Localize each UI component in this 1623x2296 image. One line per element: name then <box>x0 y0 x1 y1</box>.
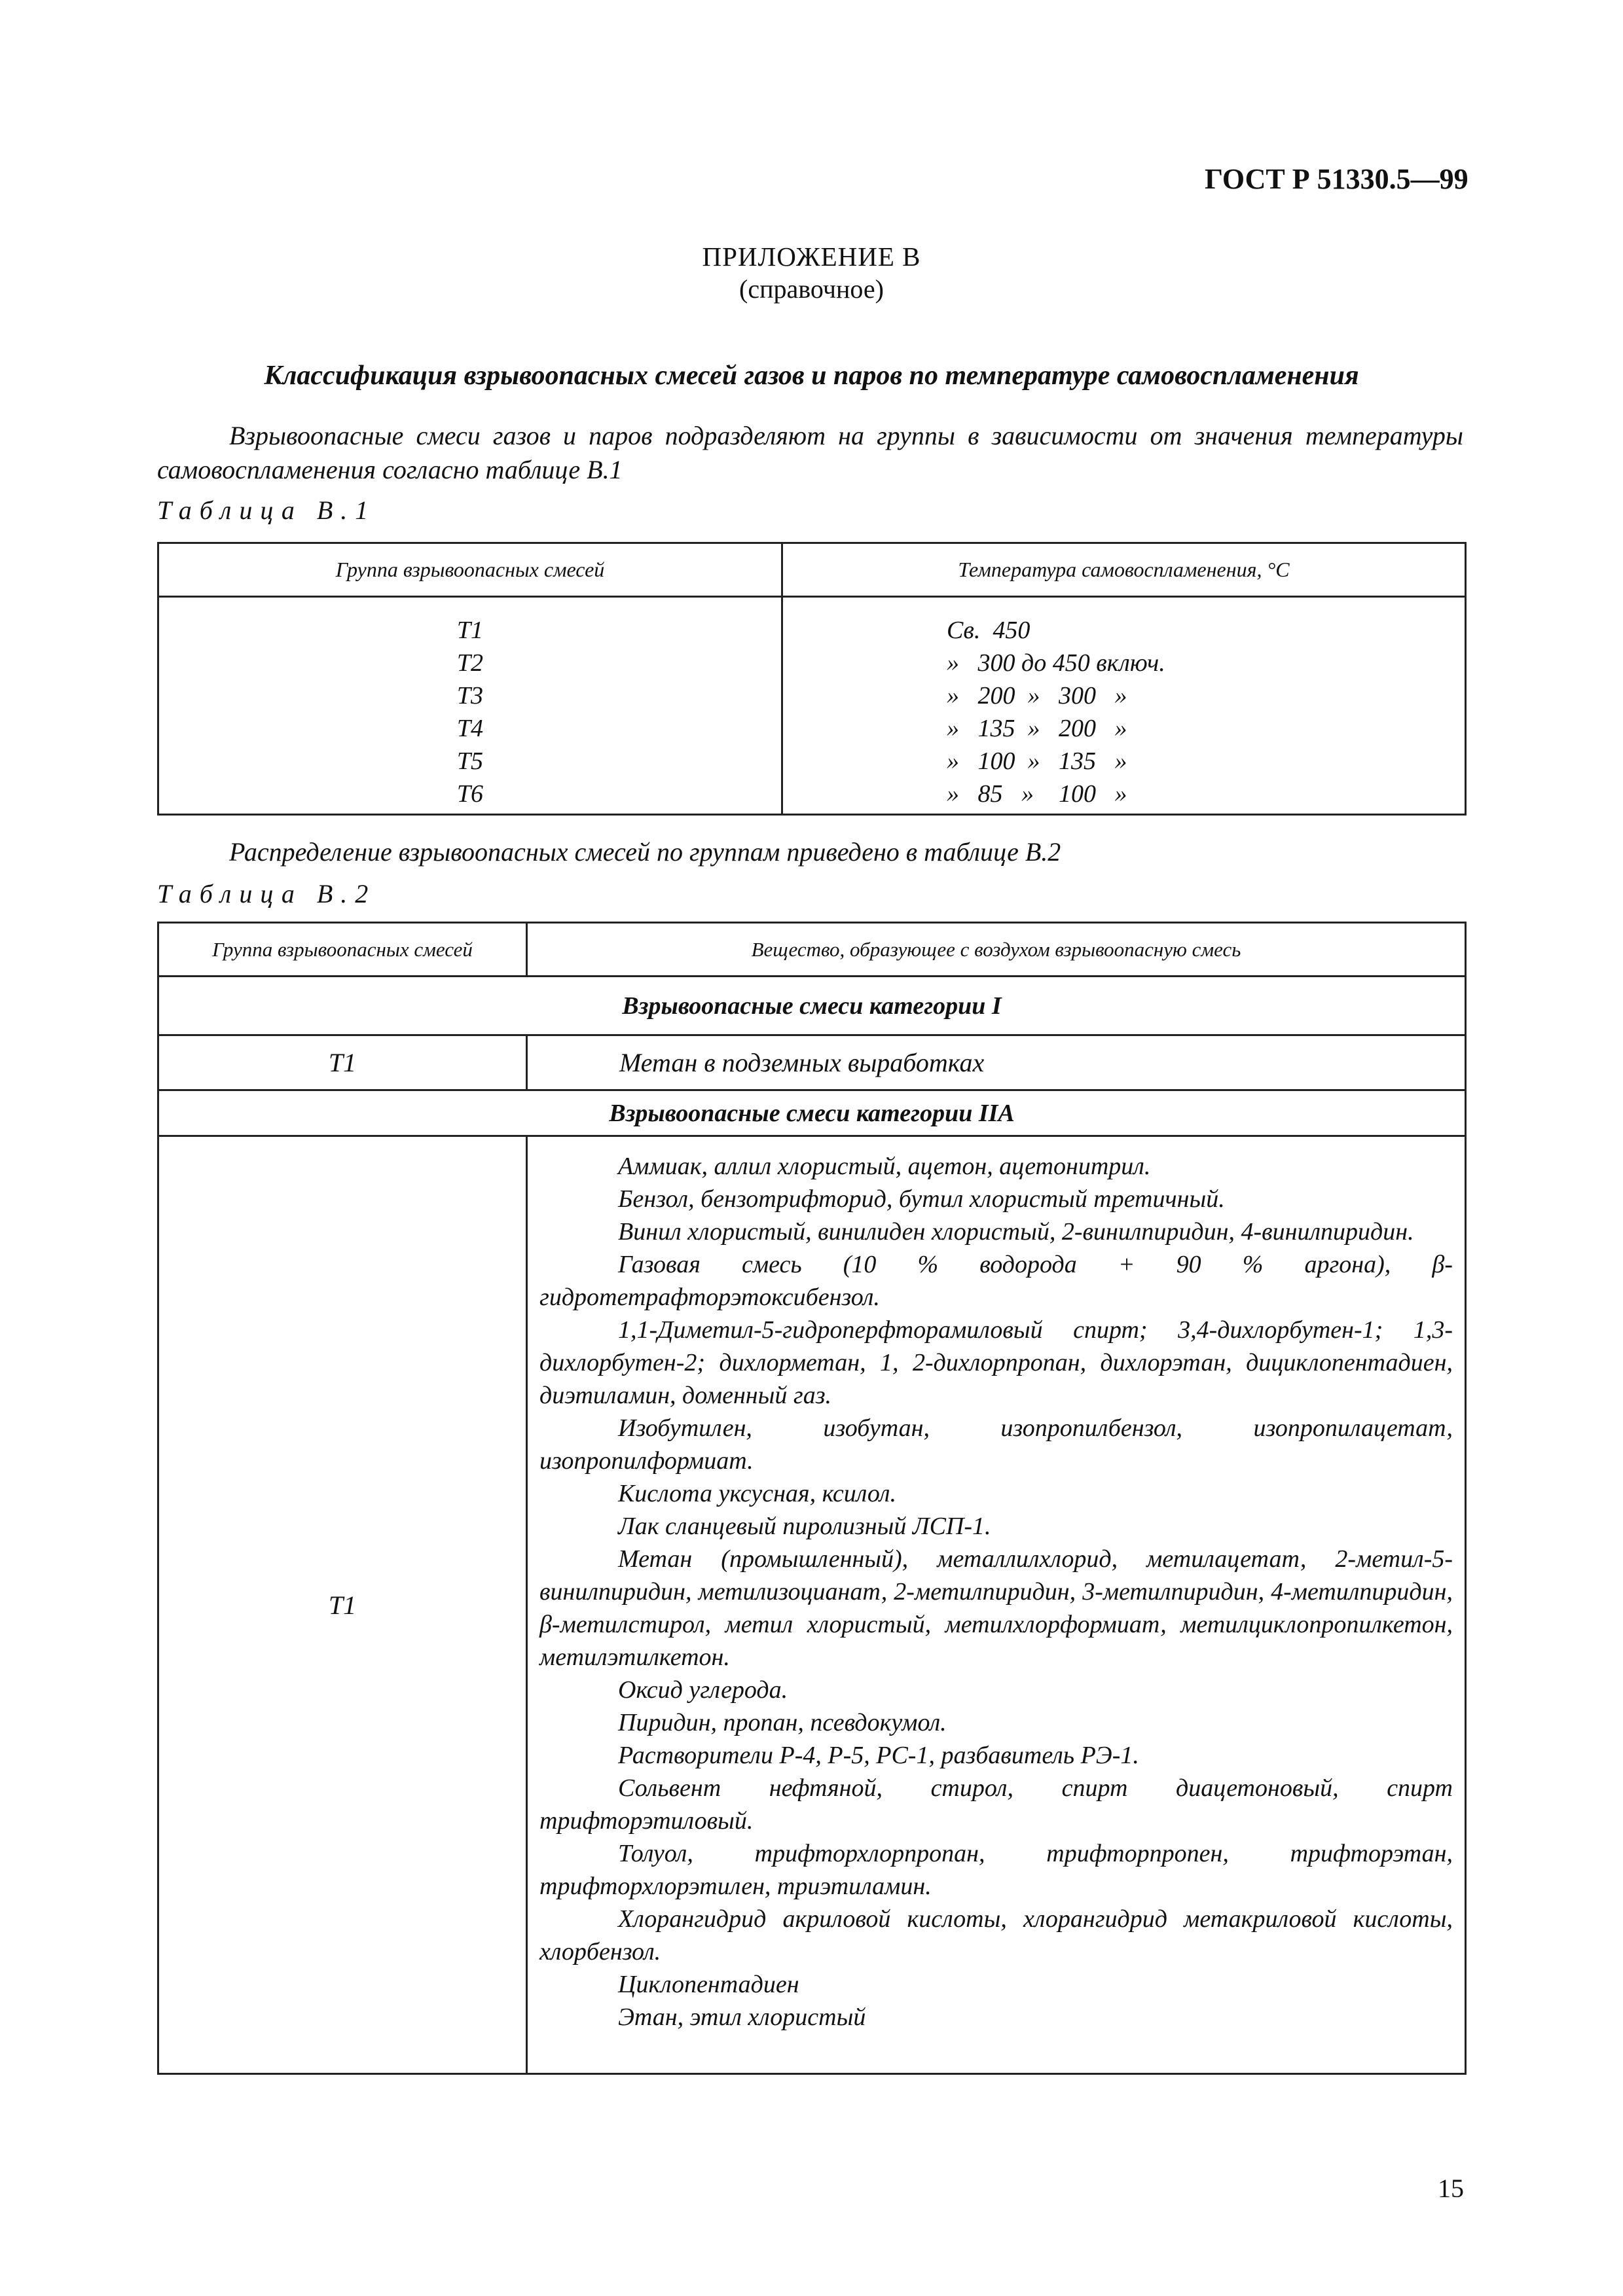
table1-header-temperature: Температура самовоспламенения, °С <box>782 543 1466 597</box>
table2-header-substance: Вещество, образующее с воздухом взрывоопасную смесь <box>527 923 1466 977</box>
intro-paragraph: Взрывоопасные смеси газов и паров подразделяют на группы в зависимости от значения температуры самовоспламенения согласно таблице В.1 <box>157 421 1463 484</box>
table2-cat2-substances <box>527 1136 1466 2074</box>
table2-header-group: Группа взрывоопасных смесей <box>158 923 527 977</box>
table1-group: Т5 <box>456 747 484 775</box>
table1-group: Т3 <box>456 682 484 709</box>
substance-item: Пиридин, пропан, псевдокумол. <box>618 1709 947 1736</box>
table1-temperature: » 135 » 200 » <box>947 715 1127 742</box>
table1-temperature: » 100 » 135 » <box>947 747 1127 775</box>
substance-item: Кислота уксусная, ксилол. <box>618 1480 896 1507</box>
standard-number: ГОСТ Р 51330.5—99 <box>1205 163 1468 195</box>
table-b1 <box>157 542 1467 816</box>
table1-temps-cell <box>782 597 1466 815</box>
table2-cat1-substance: Метан в подземных выработках <box>527 1035 1466 1090</box>
substance-item: Лак сланцевый пиролизный ЛСП-1. <box>618 1513 991 1540</box>
table1-group: Т6 <box>456 780 484 808</box>
substance-item: Изобутилен, изобутан, изопропилбензол, изопропилацетат, изопропилформиат. <box>539 1414 1453 1475</box>
table2-category-iia: Взрывоопасные смеси категории IIА <box>158 1090 1466 1136</box>
table1-temperature: » 85 » 100 » <box>947 780 1127 808</box>
table1-group: Т2 <box>456 649 484 677</box>
substance-item: Сольвент нефтяной, стирол, спирт диацетоновый, спирт трифторэтиловый. <box>539 1774 1453 1835</box>
substance-item: Оксид углерода. <box>618 1676 788 1704</box>
substance-item: 1,1-Диметил-5-гидроперфторамиловый спирт; 3,4-дихлорбутен-1; 1,3-дихлорбутен-2; дихлорметан, 1, 2-дихлорпропан, дихлорэтан, дициклопентадиен, диэтиламин, доменный газ. <box>539 1316 1453 1409</box>
appendix-title: ПРИЛОЖЕНИЕ В <box>702 242 921 272</box>
table1-caption: Таблица В.1 <box>157 495 376 525</box>
substance-item: Винил хлористый, винилиден хлористый, 2-винилпиридин, 4-винилпиридин. <box>618 1218 1414 1246</box>
substance-item: Толуол, трифторхлорпропан, трифторпропен, трифторэтан, трифторхлорэтилен, триэтиламин. <box>539 1840 1453 1900</box>
substance-item: Растворители Р-4, Р-5, РС-1, разбавитель РЭ-1. <box>618 1742 1139 1769</box>
table1-header-group: Группа взрывоопасных смесей <box>158 543 782 597</box>
substance-item: Бензол, бензотрифторид, бутил хлористый третичный. <box>618 1185 1225 1213</box>
appendix-subtitle: (справочное) <box>739 274 884 304</box>
table1-group: Т1 <box>456 617 484 644</box>
page-number: 15 <box>1438 2174 1464 2203</box>
table1-temperature: Св. 450 <box>947 617 1030 644</box>
table-b2 <box>157 922 1467 2075</box>
table2-category-i: Взрывоопасные смеси категории I <box>158 977 1466 1035</box>
substance-item: Циклопентадиен <box>618 1971 799 1998</box>
table1-temperature: » 300 до 450 включ. <box>947 649 1165 677</box>
table2-caption: Таблица В.2 <box>157 879 376 908</box>
substance-item: Аммиак, аллил хлористый, ацетон, ацетонитрил. <box>618 1153 1151 1180</box>
substance-item: Метан (промышленный), металлилхлорид, метилацетат, 2-метил-5-винилпиридин, метилизоцианат, 2-метилпиридин, 3-метилпиридин, 4-метилпиридин, β-метилстирол, метил хлористый, метилхлорформиат, метилциклопропилкетон, метилэтилкетон. <box>539 1545 1453 1671</box>
substance-item: Газовая смесь (10 % водорода + 90 % аргона), β-гидротетрафторэтоксибензол. <box>539 1251 1453 1311</box>
table1-temperature: » 200 » 300 » <box>947 682 1127 709</box>
table1-group: Т4 <box>456 715 484 742</box>
section-heading: Классификация взрывоопасных смесей газов и паров по температуре самовоспламенения <box>264 361 1359 391</box>
substance-item: Этан, этил хлористый <box>618 2003 866 2031</box>
table1-groups-cell <box>158 597 782 815</box>
table2-cat1-group: Т1 <box>158 1035 527 1090</box>
between-paragraph: Распределение взрывоопасных смесей по группам приведено в таблице В.2 <box>229 837 1061 867</box>
substance-item: Хлорангидрид акриловой кислоты, хлорангидрид метакриловой кислоты, хлорбензол. <box>539 1905 1453 1965</box>
table2-cat2-group: Т1 <box>158 1136 527 2074</box>
